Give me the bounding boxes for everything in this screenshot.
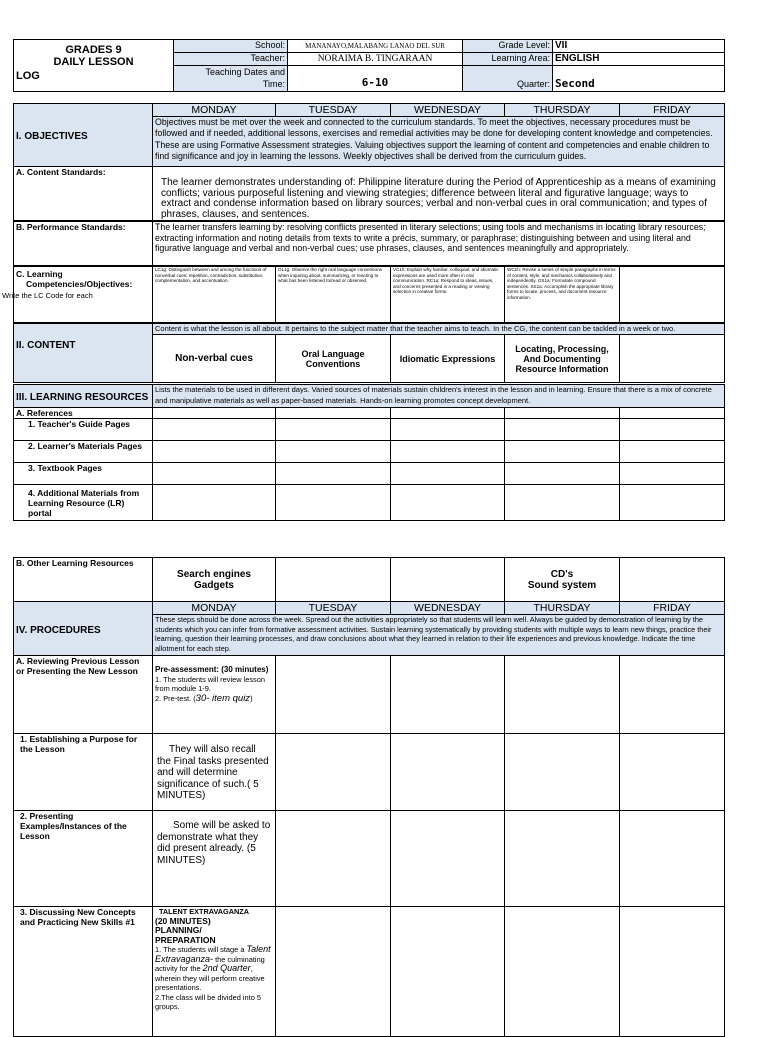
pretest-item-quiz: 30- item quiz <box>195 692 251 704</box>
day-thursday: THURSDAY <box>505 104 620 117</box>
gadgets-text: Gadgets <box>193 579 234 591</box>
talent-minutes: (20 MINUTES) <box>155 915 211 926</box>
header-table <box>13 39 725 92</box>
quarter-value: Second <box>553 66 725 92</box>
teaching-dates-label <box>174 66 288 92</box>
presenting-examples-label: 2. Presenting Examples/Instances of the Lesson <box>14 811 153 907</box>
talent-p1-e: , wherein they will perform creative presentations. <box>155 964 265 992</box>
lesson-log-table-1 <box>13 103 725 167</box>
title-line1: GRADES 9 <box>65 44 122 56</box>
school-value: MANANAYO,MALABANG LANAO DEL SUR <box>288 40 463 53</box>
performance-standards-label: B. Performance Standards: <box>14 222 153 266</box>
additional-materials: 4. Additional Materials from Learning Resource (LR) portal <box>14 485 153 521</box>
references-label: A. References <box>14 408 153 419</box>
performance-standards-row <box>13 221 725 266</box>
day-friday-2: FRIDAY <box>620 602 725 615</box>
talent-paragraph-2: 2.The class will be divided into 5 groups. <box>155 992 261 1011</box>
day-friday: FRIDAY <box>620 104 725 117</box>
lesson-log-title <box>14 40 174 92</box>
pretest-label: 2. Pre-test. ( <box>155 693 196 703</box>
objectives-label-text: I. OBJECTIVES <box>16 131 88 142</box>
resources-section <box>13 384 725 521</box>
grade-level-label: Grade Level: <box>463 40 553 53</box>
pretest-close: ) <box>250 693 253 703</box>
day-tuesday-2: TUESDAY <box>276 602 391 615</box>
resources-label <box>14 385 153 408</box>
competency-friday <box>620 267 725 323</box>
teaching-dates-label-2: Time: <box>262 79 285 89</box>
procedures-table <box>13 655 725 1037</box>
cds-text: CD's <box>550 568 574 580</box>
competency-wednesday: VC1h: Explain why familiar, colloquial, and idiomatic expressions are used more often in oral communication. RC1a: Respond to ideas, issues, and concerns presented in a reading or viewing selection in creative forms. <box>391 267 505 323</box>
day-thursday-2: THURSDAY <box>505 602 620 615</box>
talent-p1-b: Talent Extravaganza- <box>155 944 271 964</box>
content-tuesday: Oral Language Conventions <box>276 335 391 383</box>
content-section <box>13 323 725 383</box>
performance-standards-text: The learner transfers learning by: resolving conflicts presented in literary selections; using tools and mechanisms in locating library resources; extracting information and noting details from texts to write a précis, summary, or paraphrase; distinguishing between and using literal and figurative language and verbal and non-verbal cues; use phrases, clauses, and sentences meaningfully and appropriately. <box>153 222 725 266</box>
teachers-guide-pages: 1. Teacher's Guide Pages <box>14 419 153 441</box>
procedures-label <box>14 602 153 656</box>
day-wednesday: WEDNESDAY <box>391 104 505 117</box>
teaching-dates-value: 6-10 <box>288 66 463 92</box>
learning-area-label: Learning Area: <box>463 53 553 66</box>
discussing-concepts-monday <box>153 907 276 1037</box>
objectives-text: Objectives must be met over the week and connected to the curriculum standards. To meet the objectives, necessary procedures must be followed and if needed, additional lessons, exercises and remedial activities may be done for developing content knowledge and competencies. These are using Formative Assessment strategies. Valuing objectives support the learning of content and competencies and enable children to find significance and joy in learning the lessons. Weekly objectives shall be derived from the curriculum guides. <box>153 117 725 167</box>
content-monday: Non-verbal cues <box>153 335 276 383</box>
day-wednesday-2: WEDNESDAY <box>391 602 505 615</box>
resources-label-text: III. LEARNING RESOURCES <box>16 392 149 403</box>
other-resources-row <box>13 557 725 602</box>
content-note: Content is what the lesson is all about. It pertains to the subject matter that the teacher aims to teach. In the CG, the content can be tackled in a week or two. <box>153 324 725 335</box>
content-label-text: II. CONTENT <box>16 340 76 351</box>
competencies-label-2: Competencies/Objectives: <box>26 279 133 289</box>
sound-system-text: Sound system <box>527 579 597 591</box>
title-line2: DAILY LESSON <box>53 56 134 68</box>
day-monday-2: MONDAY <box>153 602 276 615</box>
title-line3: LOG <box>16 70 40 82</box>
grade-level-value: VII <box>553 40 725 53</box>
competencies-row <box>13 266 725 323</box>
reviewing-monday <box>153 656 276 734</box>
day-tuesday: TUESDAY <box>276 104 391 117</box>
procedures-label-text: IV. PROCEDURES <box>16 624 101 636</box>
content-wednesday: Idiomatic Expressions <box>391 335 505 383</box>
presenting-examples-monday: Some will be asked to demonstrate what they did present already. (5 MINUTES) <box>153 811 276 907</box>
talent-title: TALENT EXTRAVAGANZA <box>159 907 249 916</box>
talent-p1-c: the culminating activity for the <box>155 954 265 973</box>
competency-thursday: WC1h: Revise a series of simple paragraphs in terms of content, style, and mechanics collaboratively and independently. GS1a: Formulate compound sentences. SS1a: Accomplish the appropriate library forms to locate, process, and document resource information. <box>505 267 620 323</box>
teacher-label: Teacher: <box>174 53 288 66</box>
other-resources-monday <box>153 558 276 602</box>
talent-p1-d: 2nd Quarter <box>202 963 251 973</box>
competencies-label-1: C. Learning <box>16 269 63 279</box>
pre-assessment-title: Pre-assessment: (30 minutes) <box>155 665 269 674</box>
review-line-2 <box>155 694 273 704</box>
reviewing-previous-lesson-label: A. Reviewing Previous Lesson or Presenting the New Lesson <box>14 656 153 734</box>
establishing-purpose-label: 1. Establishing a Purpose for the Lesson <box>14 734 153 811</box>
textbook-pages: 3. Textbook Pages <box>14 463 153 485</box>
talent-planning: PLANNING/ <box>155 925 202 935</box>
content-thursday: Locating, Processing, And Documenting Resource Information <box>505 335 620 383</box>
review-line-1: 1. The students will review lesson from module 1-9. <box>155 674 265 693</box>
other-resources-thursday <box>505 558 620 602</box>
competency-tuesday: OL1g: Observe the right oral language conventions when inquiring about, summarizing, or reacting to what has been listened to/read or observed. <box>276 267 391 323</box>
search-engines-text: Search engines <box>177 568 251 580</box>
content-label <box>14 324 153 383</box>
learners-materials-pages: 2. Learner's Materials Pages <box>14 441 153 463</box>
procedures-header <box>13 601 725 656</box>
day-monday: MONDAY <box>153 104 276 117</box>
teaching-dates-label-1: Teaching Dates and <box>205 67 285 77</box>
lc-code-note: Write the LC Code for each <box>2 291 93 300</box>
objectives-label <box>14 104 153 167</box>
content-standards-label: A. Content Standards: <box>14 167 153 221</box>
establishing-purpose-monday: They will also recall the Final tasks presented and will determine significance of such.( 5 MINUTES) <box>153 734 276 811</box>
teacher-value: NORAIMA B. TINGARAAN <box>288 53 463 66</box>
talent-paragraph-1 <box>155 945 273 993</box>
content-standards-text: The learner demonstrates understanding of: Philippine literature during the Period of Apprenticeship as a means of examining conflicts; various purposeful listening and viewing strategies; difference between literal and figurative language; ways to extract and condense information based on library sources; verbal and non-verbal cues in oral communication; and types of phrases, clauses, and sentences. <box>153 167 725 221</box>
discussing-concepts-label: 3. Discussing New Concepts and Practicing New Skills #1 <box>14 907 153 1037</box>
other-resources-label: B. Other Learning Resources <box>14 558 153 602</box>
competency-monday: LC1g: Distinguish between and among the functions of nonverbal cues: repetition, contradiction, substitution, complementation, and accentuation. <box>153 267 276 323</box>
talent-preparation: PREPARATION <box>155 934 216 945</box>
learning-area-value: ENGLISH <box>553 53 725 66</box>
quarter-label: Quarter: <box>463 66 553 92</box>
content-friday <box>620 335 725 383</box>
school-label: School: <box>174 40 288 53</box>
procedures-note: These steps should be done across the week. Spread out the activities appropriately so that students will learn well. Always be guided by demonstration of learning by the students which you can infer from formative assessment activities. Sustain learning systematically by providing students with multiple ways to learn new things, practice their learning, question their learning processes, and draw conclusions about what they learned in relation to their life experiences and previous knowledge. Indicate the time allotment for each step. <box>153 615 725 656</box>
content-standards-row <box>13 166 725 221</box>
resources-note: Lists the materials to be used in different days. Varied sources of materials sustain children's interest in the lesson and in learning. Ensure that there is a mix of concrete and manipulative materials as well as paper-based materials. Hands-on learning promotes concept development. <box>153 385 725 408</box>
talent-p1-a: 1. The students will stage a <box>155 945 247 954</box>
